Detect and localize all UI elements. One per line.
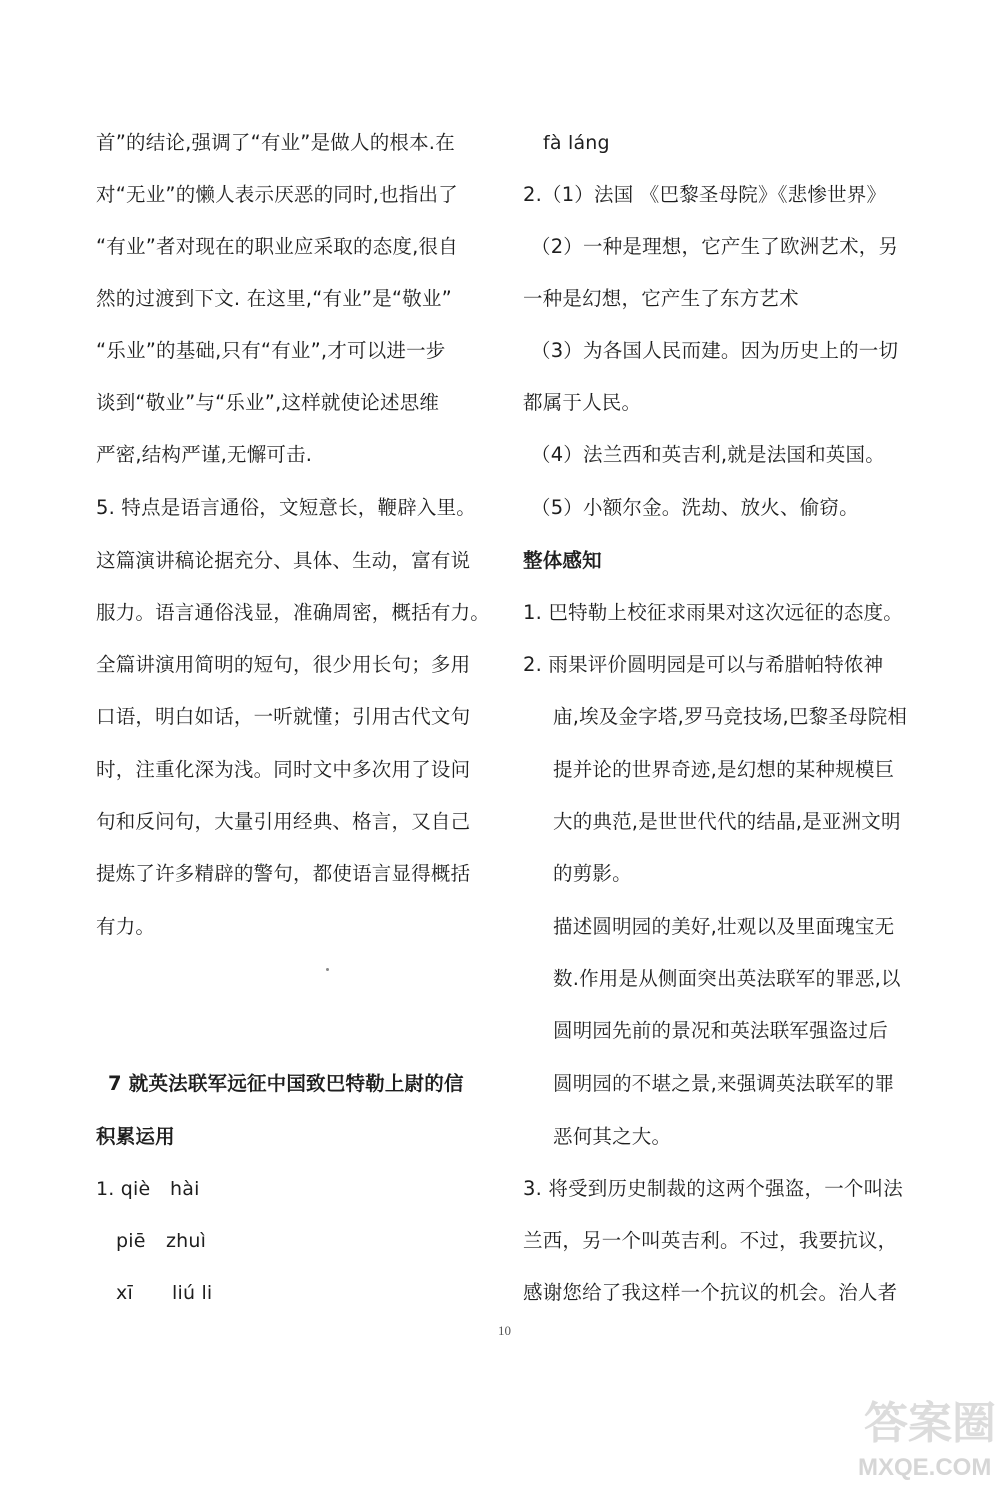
text-line: 首”的结论,强调了“有业”是做人的根本.在: [96, 131, 455, 154]
text-line: 谈到“敬业”与“乐业”,这样就使论述思维: [96, 391, 440, 414]
text-line: 2.（1）法国 《巴黎圣母院》《悲惨世界》: [523, 183, 887, 206]
text-line: 全篇讲演用简明的短句，很少用长句；多用: [96, 653, 471, 676]
text-line: 这篇演讲稿论据充分、具体、生动，富有说: [96, 549, 471, 572]
text-line: 的剪影。: [553, 862, 632, 885]
text-line: 口语，明白如话，一听就懂；引用古代文句: [96, 705, 471, 728]
pinyin-item: xī: [116, 1282, 133, 1304]
text-line: 庙,埃及金字塔,罗马竞技场,巴黎圣母院相: [553, 705, 908, 728]
text-line: 对“无业”的懒人表示厌恶的同时,也指出了: [96, 183, 458, 206]
pinyin-item: 1. qiè: [96, 1178, 151, 1200]
text-line: 一种是幻想，它产生了东方艺术: [523, 287, 799, 310]
text-line: 大的典范,是世世代代的结晶,是亚洲文明: [553, 810, 901, 833]
pinyin-item: zhuì: [166, 1230, 207, 1252]
pinyin-item: fà láng: [543, 132, 610, 154]
text-line: （5）小额尔金。洗劫、放火、偷窃。: [531, 496, 859, 519]
text-line: 圆明园的不堪之景,来强调英法联军的罪: [553, 1072, 895, 1095]
text-line: 提炼了许多精辟的警句，都使语言显得概括: [96, 862, 471, 885]
pinyin-item: piē: [116, 1230, 146, 1252]
text-line: 描述圆明园的美好,壮观以及里面瑰宝无: [553, 915, 895, 938]
text-line: “乐业”的基础,只有“有业”,才可以进一步: [96, 339, 446, 362]
text-line: 2. 雨果评价圆明园是可以与希腊帕特侬神: [523, 653, 884, 676]
text-line: 兰西，另一个叫英吉利。不过，我要抗议，: [523, 1229, 898, 1252]
text-line: 句和反问句，大量引用经典、格言，又自己: [96, 810, 471, 833]
lesson-title: 7 就英法联军远征中国致巴特勒上尉的信: [108, 1072, 464, 1095]
pinyin-item: liú li: [172, 1282, 213, 1304]
text-line: （3）为各国人民而建。因为历史上的一切: [531, 339, 899, 362]
text-line: 都属于人民。: [523, 391, 642, 414]
text-line: 服力。语言通俗浅显，准确周密，概括有力。: [96, 601, 491, 624]
text-line: 5. 特点是语言通俗，文短意长，鞭辟入里。: [96, 496, 477, 519]
text-line: 提并论的世界奇迹,是幻想的某种规模巨: [553, 758, 895, 781]
text-line: 3. 将受到历史制裁的这两个强盗，一个叫法: [523, 1177, 904, 1200]
watermark-logo: 答案圈: [864, 1399, 996, 1448]
text-line: （4）法兰西和英吉利,就是法国和英国。: [531, 443, 885, 466]
text-line: 感谢您给了我这样一个抗议的机会。治人者: [523, 1281, 898, 1304]
text-line: 有力。: [96, 915, 156, 938]
section-heading: 积累运用: [96, 1125, 175, 1148]
text-line: 严密,结构严谨,无懈可击.: [96, 443, 313, 466]
stray-dot: [326, 968, 329, 971]
text-line: 恶何其之大。: [553, 1125, 672, 1148]
text-line: 时，注重化深为浅。同时文中多次用了设问: [96, 758, 471, 781]
watermark-url: MXQE.COM: [858, 1454, 992, 1481]
section-heading: 整体感知: [523, 549, 602, 572]
text-line: 数.作用是从侧面突出英法联军的罪恶,以: [553, 967, 901, 990]
text-line: 圆明园先前的景况和英法联军强盗过后: [553, 1019, 888, 1042]
text-line: （2）一种是理想，它产生了欧洲艺术，另: [531, 235, 899, 258]
text-line: “有业”者对现在的职业应采取的态度,很自: [96, 235, 458, 258]
page-number: 10: [498, 1323, 511, 1338]
text-line: 1. 巴特勒上校征求雨果对这次远征的态度。: [523, 601, 904, 624]
pinyin-item: hài: [170, 1178, 200, 1200]
text-line: 然的过渡到下文. 在这里,“有业”是“敬业”: [96, 287, 452, 310]
